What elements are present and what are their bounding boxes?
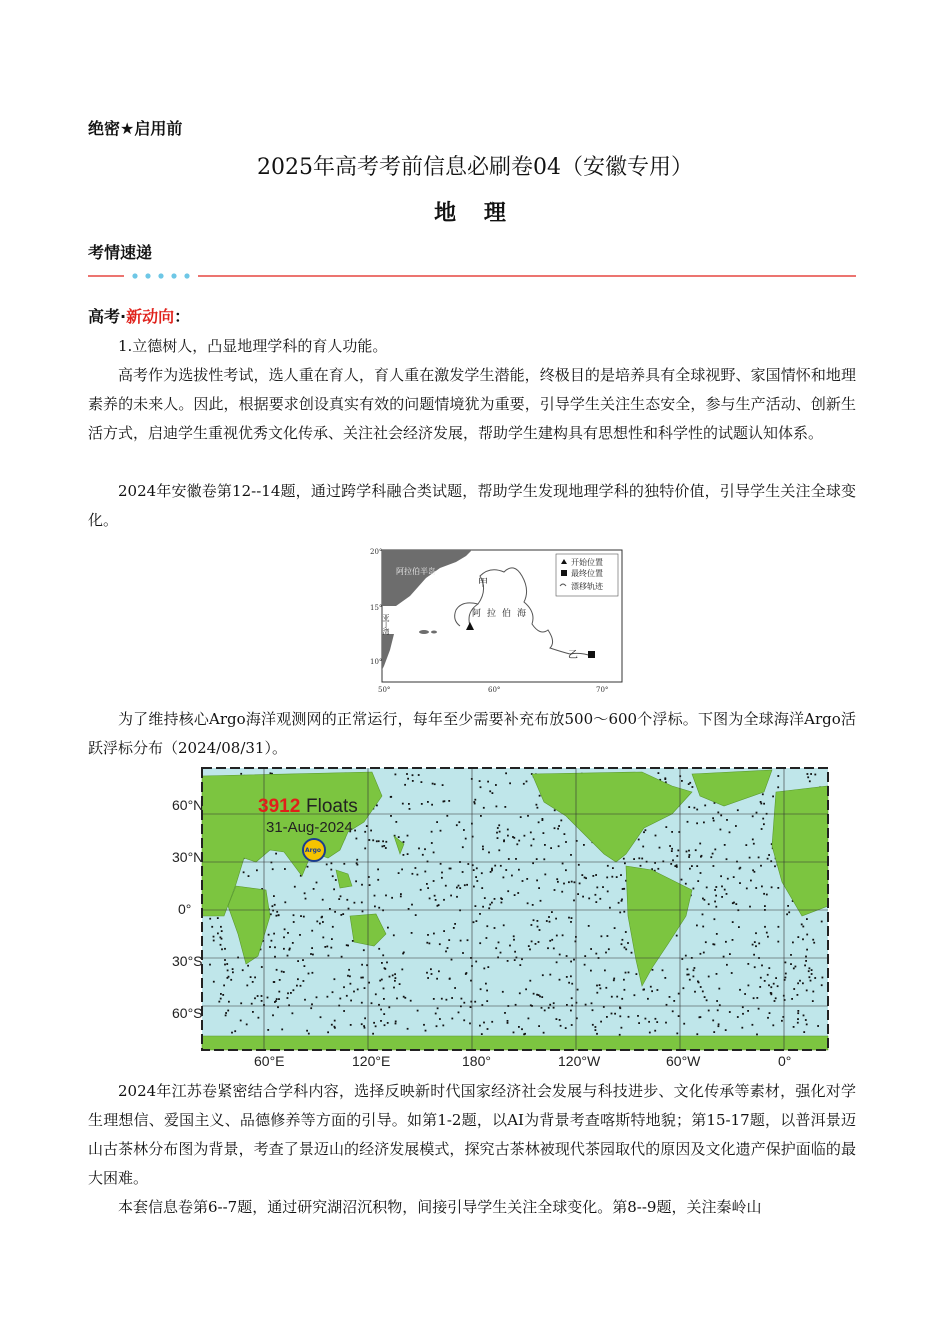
exam-title: 2025年高考考前信息必刷卷04（安徽专用） (257, 155, 693, 180)
gulf-of-aden-label: 亚丁湾 (382, 614, 390, 635)
heading-prefix: 高考· (88, 307, 127, 326)
paragraph-4: 为了维持核心Argo海洋观测网的正常运行，每年至少需要补充布放500～600个浮标。下图为全球海洋Argo活跃浮标分布（2024/08/31）。 (88, 710, 856, 757)
map-date: 31-Aug-2024 (266, 819, 353, 836)
lon-120w: 120°W (558, 1053, 601, 1068)
y-tick-15: 15° (370, 604, 383, 612)
argo-logo-text: Argo (305, 847, 322, 854)
paragraph-5: 2024年江苏卷紧密结合学科内容，选择反映新时代国家经济社会发展与科技进步、文化传承等素材，强化对学生理想信、爱国主义、品德修养等方面的引导。如第1-2题，以AI为背景考查喀斯特地貌；第15-17题，以普洱景迈山古茶林分布图为背景，考查了景迈山的经济发展模式，探究古茶林被现代茶园取代的原因及文化遗产保护面临的最大困难。 (88, 1082, 856, 1187)
lon-120e: 120°E (352, 1053, 391, 1068)
arabian-sea-drift-map (370, 546, 626, 694)
x-tick-50: 50° (378, 686, 391, 694)
y-tick-10: 10° (370, 658, 383, 666)
subject-title: 地 理 (434, 201, 516, 226)
lat-0: 0° (178, 901, 192, 917)
legend-track: 漂移轨迹 (571, 582, 603, 591)
point-yi-label: 乙 (568, 650, 578, 661)
lon-0: 0° (778, 1053, 792, 1068)
float-count: 3912 (258, 796, 301, 817)
paragraph-1: 1.立德树人，凸显地理学科的育人功能。 (118, 337, 388, 355)
lon-60w: 60°W (666, 1053, 701, 1068)
lon-180: 180° (462, 1053, 491, 1068)
section-divider (88, 268, 856, 288)
arabian-peninsula-label: 阿拉伯半岛 (396, 567, 436, 576)
lat-30n: 30°N (172, 849, 204, 865)
legend-end: 最终位置 (571, 569, 603, 578)
lat-60s: 60°S (172, 1005, 203, 1021)
x-tick-70: 70° (596, 686, 609, 694)
lon-60e: 60°E (254, 1053, 285, 1068)
y-tick-20: 20° (370, 548, 383, 556)
paragraph-2: 高考作为选拔性考试，选人重在育人，育人重在激发学生潜能，终极目的是培养具有全球视野、家国情怀和地理素养的未来人。因此，根据要求创设真实有效的问题情境犹为重要，引导学生关注生态安全，参与生产活动、创新生活方式，启迪学生重视优秀文化传承、关注社会经济发展，帮助学生建构具有思想性和科学性的试题认知体系。 (88, 366, 856, 442)
argo-float-world-map (172, 766, 830, 1068)
paragraph-3: 2024年安徽卷第12--14题，通过跨学科融合类试题，帮助学生发现地理学科的独特价值，引导学生关注全球变化。 (88, 482, 856, 529)
section-heading: 考情速递 (88, 243, 153, 262)
new-direction-heading (88, 304, 190, 327)
floats-label: Floats (306, 796, 358, 817)
heading-highlight: 新动向 (126, 307, 175, 326)
x-tick-60: 60° (488, 686, 501, 694)
arabian-sea-label: 阿拉伯海 (472, 609, 533, 619)
legend-start: 开始位置 (571, 558, 603, 567)
heading-suffix: ： (174, 307, 191, 326)
lat-60n: 60°N (172, 797, 204, 813)
point-jia-label: 甲 (478, 578, 488, 589)
confidential-label: 绝密★启用前 (88, 119, 183, 138)
lat-30s: 30°S (172, 953, 203, 969)
paragraph-6: 本套信息卷第6--7题，通过研究湖沼沉积物，间接引导学生关注全球变化。第8--9题，关注秦岭山 (118, 1198, 762, 1216)
